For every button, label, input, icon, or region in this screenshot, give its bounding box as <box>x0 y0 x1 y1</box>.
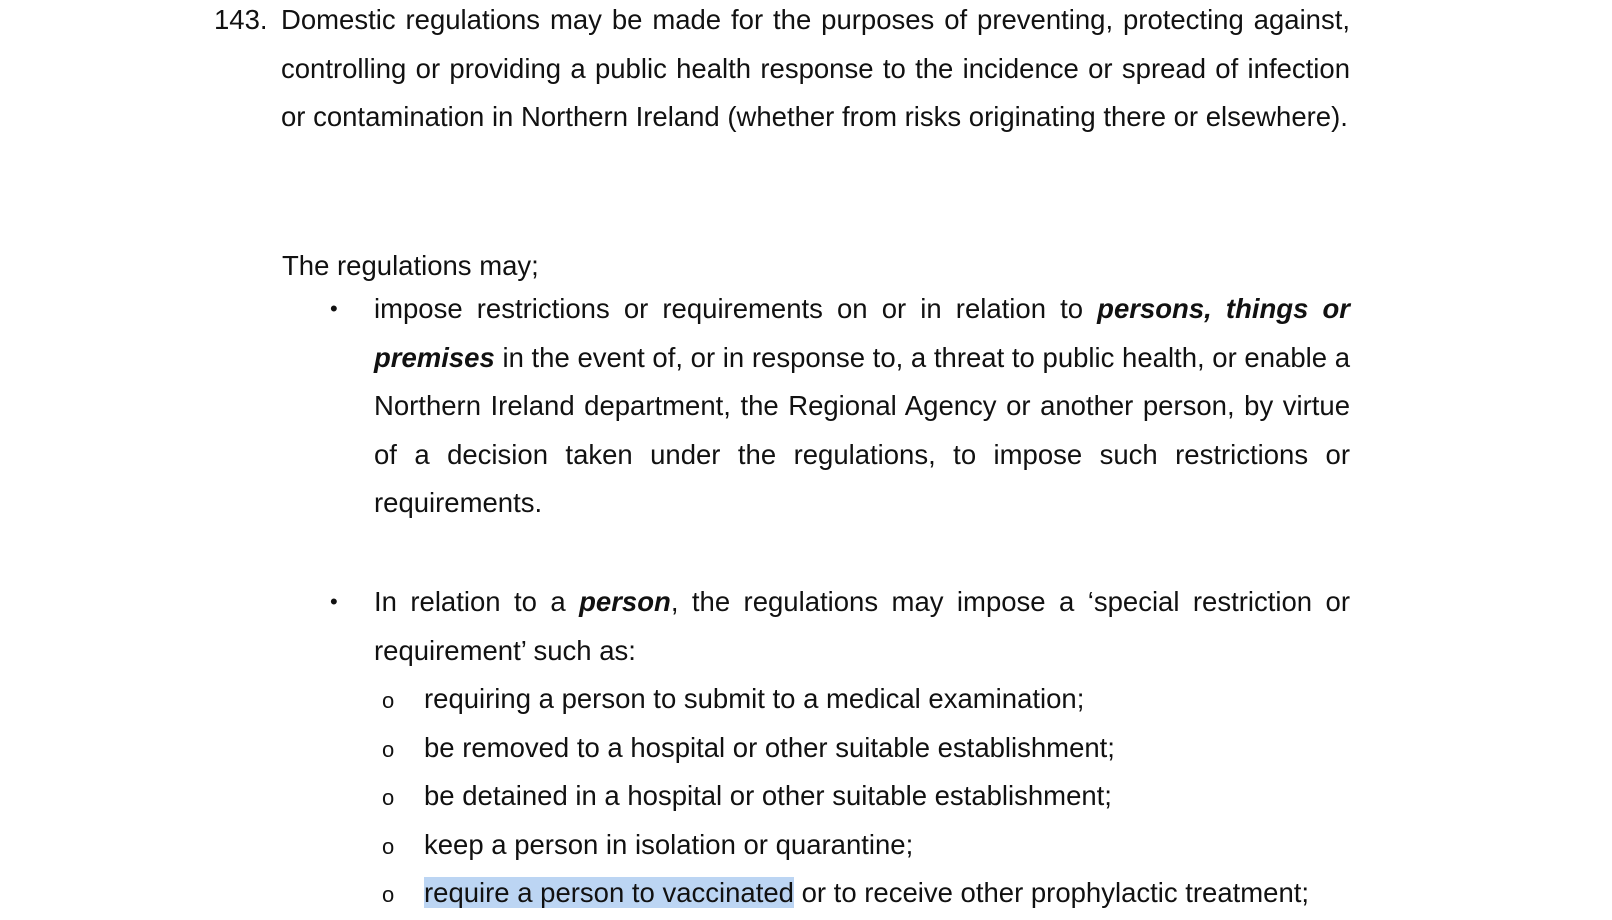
bullet-text[interactable]: In relation to a <box>374 586 580 617</box>
bullet-emphasis[interactable]: persons, things or premises <box>374 293 1351 373</box>
bullet-text[interactable]: impose restrictions or requirements on or in relation to <box>374 293 1098 324</box>
sub-list-item <box>382 675 1350 724</box>
paragraph-number: 143. <box>214 4 268 35</box>
sub-list-marker: o <box>382 785 395 810</box>
regulations-intro[interactable]: The regulations may; <box>282 250 539 281</box>
bullet-item <box>330 285 1351 528</box>
paragraph-text[interactable]: Domestic regulations may be made for the purposes of preventing, protecting against, controlling or providing a public health response to the incidence or spread of infection or contamination in Northern Ireland (whether from risks originating there or elsewhere). <box>281 4 1350 132</box>
sub-list-item <box>382 869 1350 918</box>
sub-list-item <box>382 772 1350 821</box>
sub-list-marker: o <box>382 834 395 859</box>
sub-list-text[interactable]: requiring a person to submit to a medical examination; <box>424 683 1085 714</box>
sub-list-marker: o <box>382 688 395 713</box>
sub-list-text[interactable]: be detained in a hospital or other suitable establishment; <box>424 780 1112 811</box>
sub-list-marker: o <box>382 737 395 762</box>
sub-list-text[interactable]: be removed to a hospital or other suitable establishment; <box>424 732 1115 763</box>
sub-list-text[interactable]: or to receive other prophylactic treatment; <box>793 877 1310 908</box>
bullet-emphasis[interactable]: person <box>579 586 671 617</box>
bullet-text[interactable]: , the regulations may impose a ‘special restriction or requirement’ such as: <box>374 586 1350 666</box>
bullet-item <box>330 578 1350 675</box>
sub-list-item <box>382 724 1350 773</box>
sub-list-text[interactable]: keep a person in isolation or quarantine; <box>424 829 914 860</box>
selected-text-highlight[interactable]: require a person to vaccinated <box>424 877 794 908</box>
bullet-text[interactable]: in the event of, or in response to, a threat to public health, or enable a Northern Ireland department, the Regional Agency or another person, by virtue of a decision taken under the regulations, to impose such restrictions or requirements. <box>374 341 1350 518</box>
bullet-marker: • <box>330 296 338 321</box>
sub-list-item <box>382 821 1350 870</box>
sub-list-marker: o <box>382 882 395 907</box>
bullet-marker: • <box>330 589 338 614</box>
paragraph-143 <box>214 0 1350 142</box>
